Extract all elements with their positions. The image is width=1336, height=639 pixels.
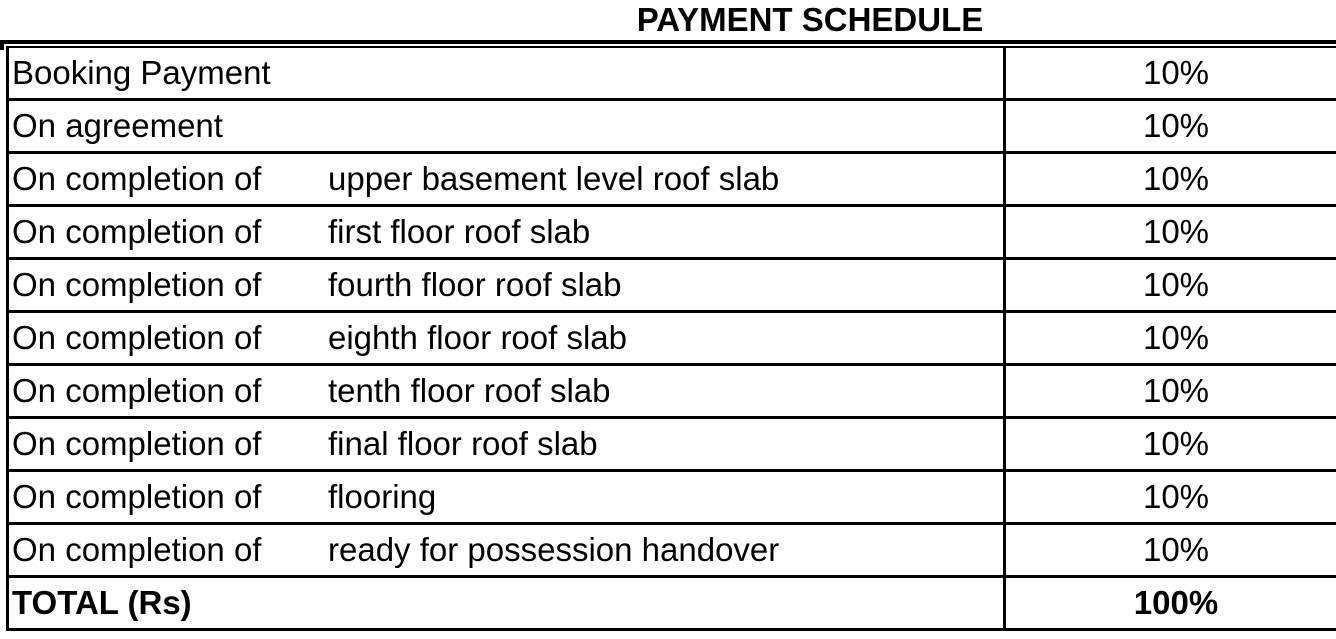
row-detail: fourth floor roof slab [328, 266, 622, 303]
row-stage: On completion of [12, 213, 262, 250]
row-detail: eighth floor roof slab [328, 319, 628, 356]
table-row [8, 524, 1336, 577]
row-stage: On completion of [12, 319, 262, 356]
row-stage: On completion of [12, 531, 262, 568]
row-percent: 10% [1005, 259, 1336, 312]
table-row [8, 259, 1336, 312]
row-percent: 10% [1005, 153, 1336, 206]
row-description [8, 100, 1005, 153]
row-description [8, 365, 1005, 418]
table-row [8, 418, 1336, 471]
total-row [8, 577, 1336, 630]
row-description [8, 259, 1005, 312]
row-percent: 10% [1005, 365, 1336, 418]
row-stage: On completion of [12, 160, 262, 197]
row-stage: Booking Payment [12, 54, 271, 91]
row-description [8, 153, 1005, 206]
payment-schedule-table [6, 48, 1336, 631]
row-stage: On completion of [12, 266, 262, 303]
table-row [8, 312, 1336, 365]
table-row [8, 48, 1336, 100]
table-row [8, 206, 1336, 259]
row-stage: On completion of [12, 478, 262, 515]
left-rule [0, 40, 4, 50]
total-label: TOTAL (Rs) [8, 577, 1005, 630]
row-percent: 10% [1005, 100, 1336, 153]
row-description [8, 312, 1005, 365]
row-description [8, 206, 1005, 259]
row-detail: final floor roof slab [328, 425, 598, 462]
total-percent: 100% [1005, 577, 1336, 630]
row-percent: 10% [1005, 206, 1336, 259]
row-percent: 10% [1005, 524, 1336, 577]
row-detail: tenth floor roof slab [328, 372, 611, 409]
row-description [8, 471, 1005, 524]
page-title: PAYMENT SCHEDULE [636, 1, 984, 38]
row-percent: 10% [1005, 312, 1336, 365]
row-stage: On completion of [12, 425, 262, 462]
row-detail: flooring [328, 478, 437, 515]
table-row [8, 365, 1336, 418]
table-row [8, 471, 1336, 524]
row-percent: 10% [1005, 48, 1336, 100]
row-detail: upper basement level roof slab [328, 160, 780, 197]
table-row [8, 100, 1336, 153]
row-percent: 10% [1005, 471, 1336, 524]
top-rule [0, 40, 1336, 44]
row-detail: ready for possession handover [328, 531, 780, 568]
row-detail: first floor roof slab [328, 213, 591, 250]
row-percent: 10% [1005, 418, 1336, 471]
row-stage: On agreement [12, 107, 223, 144]
row-description [8, 524, 1005, 577]
table-row [8, 153, 1336, 206]
row-description [8, 418, 1005, 471]
row-description [8, 48, 1005, 100]
row-stage: On completion of [12, 372, 262, 409]
